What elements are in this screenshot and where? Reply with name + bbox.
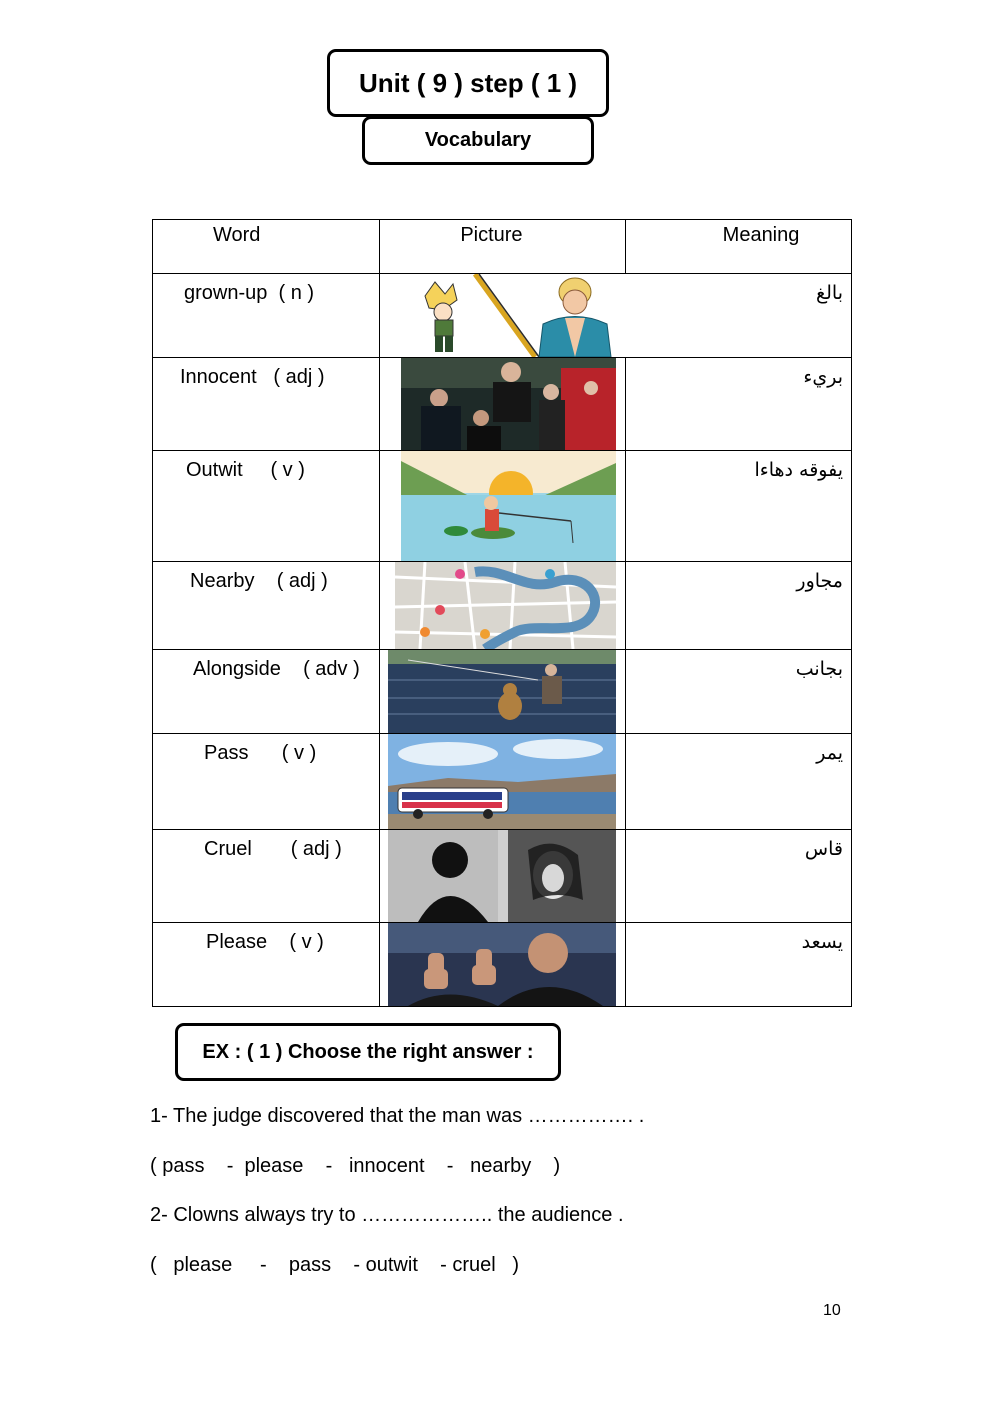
- picture-cell: [380, 923, 625, 1007]
- word-text: Innocent ( adj ): [180, 366, 325, 388]
- table-row: [153, 650, 852, 734]
- word-text: Please ( v ): [206, 931, 324, 953]
- meaning-text: يفوقه دهاءا: [754, 459, 843, 481]
- picture-cell: [380, 451, 625, 562]
- unit-title: Unit ( 9 ) step ( 1 ): [358, 67, 578, 98]
- word-text: grown-up ( n ): [184, 282, 315, 304]
- meaning-text: بالغ: [816, 282, 843, 304]
- meaning-text: بجانب: [795, 658, 843, 680]
- table-row: [153, 830, 852, 923]
- meaning-text: مجاور: [796, 570, 843, 592]
- picture-cell: [380, 358, 625, 451]
- table-header-row: [153, 220, 852, 274]
- picture-cell: [380, 562, 625, 650]
- meaning-text: يسعد: [801, 931, 843, 953]
- meaning-cell: [625, 274, 851, 358]
- vocabulary-heading-box: [362, 116, 594, 165]
- meaning-cell: [625, 451, 851, 562]
- unit-title-box: [327, 49, 609, 117]
- picture-cell: [380, 830, 625, 923]
- meaning-cell: [625, 562, 851, 650]
- header-picture-label: Picture: [460, 224, 523, 246]
- word-cell: [153, 274, 380, 358]
- word-cell: [153, 650, 380, 734]
- meaning-text: بريء: [803, 366, 843, 388]
- meaning-cell: [625, 923, 851, 1007]
- city-map-image: [395, 562, 616, 649]
- word-cell: [153, 358, 380, 451]
- bus-by-lake-photo: [388, 734, 616, 829]
- table-row: [153, 451, 852, 562]
- word-cell: [153, 923, 380, 1007]
- man-and-bear-fishing-photo: [388, 650, 616, 733]
- question-2-options: ( please - pass - outwit - cruel ): [150, 1254, 519, 1276]
- word-text: Cruel ( adj ): [204, 838, 342, 860]
- word-cell: [153, 734, 380, 830]
- header-meaning-label: Meaning: [722, 224, 800, 246]
- header-meaning: [625, 220, 851, 274]
- exercise-title: EX : ( 1 ) Choose the right answer :: [202, 1040, 534, 1063]
- question-2: 2- Clowns always try to ……………….. the audience .: [150, 1204, 624, 1226]
- exercise-title-box: [175, 1023, 561, 1081]
- vocabulary-heading: Vocabulary: [424, 129, 532, 151]
- picture-cell: [380, 734, 625, 830]
- meaning-text: يمر: [816, 742, 843, 764]
- vocabulary-table: [152, 219, 852, 1007]
- table-row: [153, 358, 852, 451]
- picture-cell: [380, 274, 625, 358]
- question-1: 1- The judge discovered that the man was ……………. .: [150, 1105, 645, 1127]
- table-row: [153, 923, 852, 1007]
- header-word: [153, 220, 380, 274]
- people-crowd-photo: [401, 358, 616, 450]
- question-1-options: ( pass - please - innocent - nearby ): [150, 1155, 561, 1177]
- word-text: Pass ( v ): [204, 742, 317, 764]
- word-cell: [153, 451, 380, 562]
- meaning-text: قاس: [804, 838, 843, 860]
- cartoon-boy-and-man-image: [415, 274, 651, 357]
- man-thumbs-up-photo: [388, 923, 616, 1006]
- header-picture: [380, 220, 625, 274]
- cartoon-fisherman-image: [401, 451, 616, 561]
- meaning-cell: [625, 650, 851, 734]
- word-cell: [153, 830, 380, 923]
- table-row: [153, 734, 852, 830]
- table-row: [153, 274, 852, 358]
- word-text: Nearby ( adj ): [190, 570, 328, 592]
- page-number: 10: [823, 1302, 841, 1319]
- header-word-label: Word: [213, 224, 261, 246]
- word-text: Outwit ( v ): [186, 459, 305, 481]
- shadow-and-woman-photo: [388, 830, 616, 922]
- meaning-cell: [625, 830, 851, 923]
- meaning-cell: [625, 734, 851, 830]
- word-cell: [153, 562, 380, 650]
- table-row: [153, 562, 852, 650]
- meaning-cell: [625, 358, 851, 451]
- word-text: Alongside ( adv ): [193, 658, 360, 680]
- picture-cell: [380, 650, 625, 734]
